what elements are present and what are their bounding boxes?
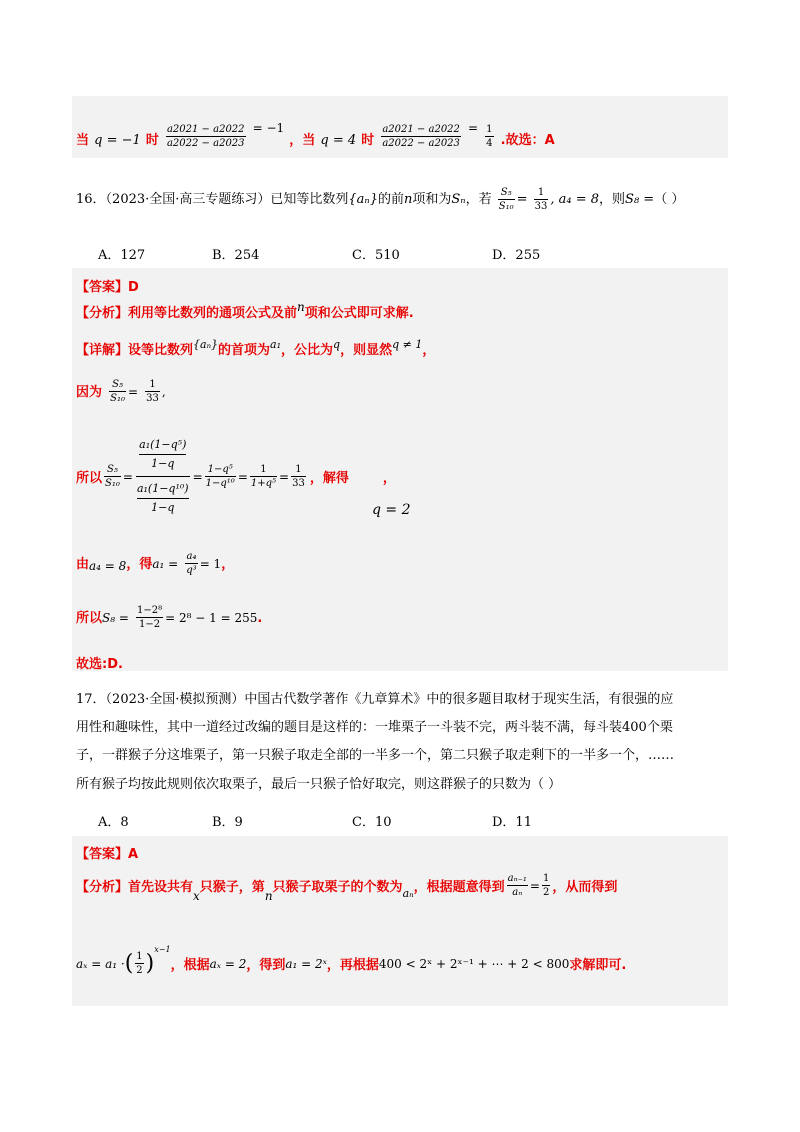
q16-answer: 【答案】D bbox=[76, 280, 139, 295]
question-17-line-4: 所有猴子均按此规则依次取栗子，最后一只猴子恰好取完，则这群猴子的只数为（ ） bbox=[76, 777, 562, 792]
q16-from-line: 由a₄ = 8，得a₁ = $\frac{\text{a₄}}{\text{q³}}$ = 1， bbox=[76, 551, 235, 576]
ratio-fraction-2: $\frac{a2021 - a2022}{a2022 - a2023}$ bbox=[382, 124, 460, 149]
q16-detail: 【详解】设等比数列$^{\{a_n\}}$的首项为$^{a_1}$，公比为$^q$，则显然$^{q \ne 1}$， bbox=[76, 338, 436, 358]
q17-solution-block bbox=[72, 836, 728, 1006]
option-d[interactable]: D．255 bbox=[492, 248, 541, 263]
option-c[interactable]: C．510 bbox=[352, 248, 400, 263]
q16-choose: 故选:D. bbox=[76, 657, 123, 672]
prev-solution-conclusion: 当 q = −1 时 $\frac{a2021 - a2022}{a2022 - a2023}$ $^{= -1}$ ，当 q = 4 时 $\frac{a2021 - a2022}{a2022 - a2023}$ = $\frac{1}{4}$ .故选：A bbox=[76, 121, 555, 149]
question-17-line-2: 用性和趣味性，其中一道经过改编的题目是这样的：一堆栗子一斗装不完，两斗装不满，每斗装400个栗 bbox=[76, 720, 673, 735]
option-a[interactable]: A．8 bbox=[98, 815, 129, 830]
q16-q-value: q = 2 bbox=[372, 502, 411, 518]
q16-analysis: 【分析】利用等比数列的通项公式及前$^n$项和公式即可求解. bbox=[76, 300, 414, 321]
question-17-line-3: 子，一群猴子分这堆栗子，第一只猴子取走全部的一半多一个，第二只猴子取走剩下的一半多一个，…… bbox=[76, 748, 675, 763]
option-b[interactable]: B．254 bbox=[212, 248, 260, 263]
ratio-value-fraction: $\frac{1}{4}$ bbox=[486, 124, 493, 149]
question-16-stem: 16．（2023·全国·高三专题练习）已知等比数列{aₙ}的前n项和为Sₙ，若 $\frac{\text{S₅}}{\text{S₁₀}}$ = $\frac{1}{33}$ , a₄ = 8，则S₈ =（ ） bbox=[76, 187, 685, 212]
condition-fraction: $\frac{\text{S₅}}{\text{S₁₀}}$ bbox=[498, 187, 514, 212]
q17-analysis: 【分析】首先设共有 x 只猴子，第 n 只猴子取栗子的个数为 aₙ ，根据题意得到 $\frac{\text{aₙ₋₁}}{\text{aₙ}}$ = $\frac{1}{2}$ ，从而得到 bbox=[76, 873, 618, 903]
q16-because-line: 因为 $\frac{\text{S₅}}{\text{S₁₀}}$ = $\frac{1}{33}$ , bbox=[76, 379, 166, 404]
option-b[interactable]: B．9 bbox=[212, 815, 243, 830]
option-d[interactable]: D．11 bbox=[492, 815, 532, 830]
question-17-line-1: 17．（2023·全国·模拟预测）中国古代数学著作《九章算术》中的很多题目取材于现实生活，有很强的应 bbox=[76, 692, 674, 707]
q16-so-line: 所以 $\frac{\text{S₅}}{\text{S₁₀}}$ = a₁(1−q⁵) 1−q a₁(1−q¹⁰) 1−q = $\frac{\text{1−q⁵}}{\text{1−q¹⁰}}$ = $\frac{1}{\text{1+q⁵}}$ = $\frac{1}{33}$ ，解得 ， bbox=[76, 436, 396, 517]
option-c[interactable]: C．10 bbox=[352, 815, 392, 830]
compound-fraction: a₁(1−q⁵) 1−q a₁(1−q¹⁰) 1−q bbox=[136, 438, 189, 514]
option-a[interactable]: A．127 bbox=[98, 248, 146, 263]
ratio-fraction-1: $\frac{a2021 - a2022}{a2022 - a2023}$ bbox=[166, 124, 245, 149]
q17-answer: 【答案】A bbox=[76, 847, 139, 862]
q17-analysis-line-2: aₓ = a₁ · ( $\frac{1}{2}$ ) x−1 ，根据 aₓ = 2 ，得到 a₁ = 2ˣ ，再根据 400 < 2ˣ + 2ˣ⁻¹ + ⋯ + 2 < 800 求解即可. bbox=[76, 945, 627, 976]
q16-sum-line: 所以S₈ = $\frac{\text{1−2⁸}}{1-2}$ = 2⁸ − 1 = 255. bbox=[76, 605, 263, 630]
condition-value-fraction: $\frac{1}{33}$ bbox=[534, 187, 548, 212]
